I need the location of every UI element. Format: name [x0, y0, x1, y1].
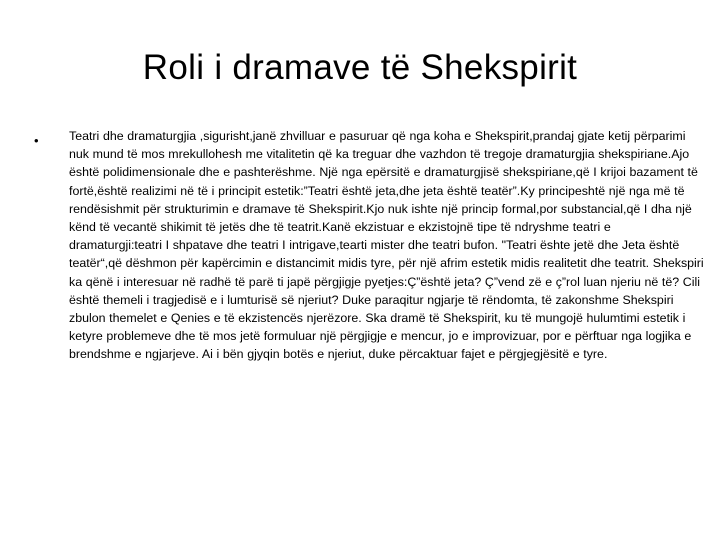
slide-title: Roli i dramave të Shekspirit	[142, 48, 578, 87]
body-paragraph: Teatri dhe dramaturgjia ,sigurisht,janë zhvilluar e pasuruar që nga koha e Shekspirit,prandaj gjate ketij përparimi nuk mund të mos mrekullohesh me vitalitetin që ka treguar dhe vazhdon të tregoje dramaturgjia shekspiriane.Ajo është polidimensionale dhe e pashterëshme. Një nga epërsitë e dramaturgjisë shekspiriane,që I krijoi bazament të fortë,është realizimi në të i principit estetik:”Teatri është jeta,dhe jeta është teatër”.Ky principeshtë një nga më të rendësishmit për strukturimin e dramave të Shekspirit.Kjo nuk ishte një princip formal,por substancial,që I dha një kënd të vecantë shikimit të jetës dhe të teatrit.Kanë ekzistuar e ekzistojnë tipe të ndryshme teatri e dramaturgji:teatri I shpatave dhe teatri I intrigave,tearti mister dhe teatri bufon. "Teatri ështe jetë dhe Jeta është teatër“,që dëshmon për kapërcimin e distancimit midis tyre, për një afrim estetik midis realitetit dhe teatrit. Shekspiri ka qënë i interesuar në radhë të parë ti japë përgjigje pyetjes:Ç”është jeta? Ç”vend zë e ç”rol luan njeriu në të? Cili është themeli i tragjedisë e i lumturisë së njeriut? Duke paraqitur ngjarje të rëndomta, të zakonshme Shekspiri zbulon themelet e Qenies e të ekzistencës njerëzore. Ska dramë të Shekspirit, ku të mungojë hulumtimi estetik i ketyre problemeve dhe të mos jetë formuluar një përgjigje e mencur, jo e improvizuar, por e përftuar nga logjika e brendshme e ngjarjeve. Ai i bën gjyqin botës e njeriut, duke përcaktuar fajet e përgjegjësitë e tyre.	[69, 129, 704, 362]
bullet-marker: •	[34, 133, 39, 148]
